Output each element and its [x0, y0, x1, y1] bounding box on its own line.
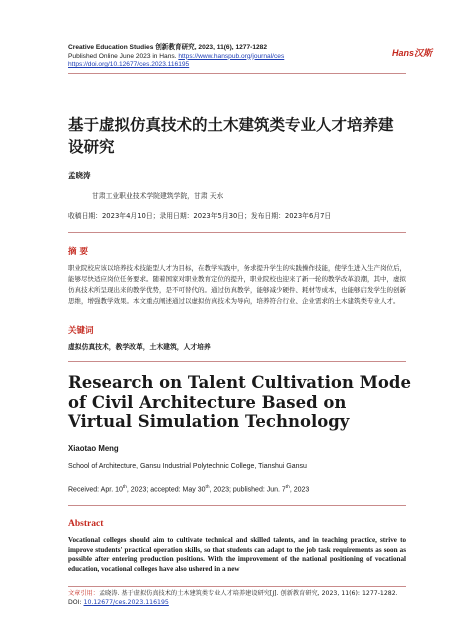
citation-label: 文章引用：	[68, 590, 99, 597]
journal-citation-line: Creative Education Studies 创新教育研究, 2023, 11(6), 1277-1282	[68, 44, 267, 51]
abstract-top-divider	[68, 232, 406, 233]
accepted-date: , 2023; accepted: May 30	[126, 486, 206, 494]
chinese-abstract-heading: 摘 要	[68, 247, 88, 257]
english-dates	[68, 485, 309, 493]
doi-line	[68, 61, 408, 70]
journal-header	[68, 44, 408, 70]
chinese-affiliation: 甘肃工业职业技术学院建筑学院，甘肃 天水	[92, 192, 224, 200]
citation-text: 孟晓涛. 基于虚拟仿真技术的土木建筑类专业人才培养建设研究[J]. 创新教育研究, 2023, 11(6): 1277-1282.	[98, 590, 398, 597]
citation-line	[68, 590, 408, 599]
accepted-ordinal: th	[205, 485, 210, 490]
header-divider	[68, 73, 406, 74]
received-date: Received: Apr. 10	[68, 486, 123, 494]
english-author: Xiaotao Meng	[68, 444, 119, 453]
doi-url-link[interactable]: https://doi.org/10.12677/ces.2023.116195	[68, 61, 190, 69]
citation-doi-prefix: DOI:	[68, 598, 84, 606]
chinese-keywords: 虚拟仿真技术，教学改革，土木建筑，人才培养	[68, 343, 211, 351]
chinese-dates: 收稿日期：2023年4月10日；录用日期：2023年5月30日；发布日期：2023年6月7日	[68, 212, 332, 220]
journal-url-link[interactable]: https://www.hanspub.org/journal/ces	[178, 52, 285, 60]
english-abstract: Vocational colleges should aim to cultivate technical and skilled talents, and in teaching practice, strive to improve students' practical operation skills, so that students can adapt to the job task requirements as soon as possible after entering production positions. With the improvement of the national positioning of vocational education, vocational colleges have also ushered in a new	[68, 536, 406, 574]
english-abstract-heading: Abstract	[68, 519, 104, 529]
chinese-keywords-heading: 关键词	[68, 326, 94, 336]
citation-footer	[68, 590, 408, 607]
citation-divider	[68, 586, 406, 587]
english-affiliation: School of Architecture, Gansu Industrial Polytechnic College, Tianshui Gansu	[68, 463, 307, 470]
published-ordinal: th	[285, 485, 290, 490]
english-title: Research on Talent Cultivation Mode of Civil Architecture Based on Virtual Simulation Technology	[68, 373, 411, 431]
published-date: , 2023; published: Jun. 7	[209, 486, 286, 494]
citation-doi-line	[68, 599, 408, 608]
chinese-abstract: 职业院校应该以培养技术技能型人才为目标，在教学实践中，务求提升学生的实践操作技能，使学生进入生产岗位后，能够尽快适应岗位任务要求。随着国家对职业教育定位的提升，职业院校也迎来了新一轮的教学改革浪潮，其中，虚拟仿真技术所呈现出来的教学优势，是不可替代的。通过仿真教学，能够减少硬件、耗材等成本，也能够启发学生的创新思维，增强教学效果。本文重点阐述通过以虚拟仿真技术为导向，培养符合行业、企业需求的土木建筑类专业人才。	[68, 264, 406, 306]
published-line	[68, 53, 408, 62]
received-ordinal: th	[122, 485, 127, 490]
english-abstract-divider	[68, 505, 406, 506]
published-year: , 2023	[289, 486, 310, 494]
hans-logo: Hans汉斯	[392, 48, 433, 58]
citation-doi-link[interactable]: 10.12677/ces.2023.116195	[83, 598, 169, 606]
chinese-author: 孟晓涛	[68, 171, 91, 180]
published-prefix: Published Online June 2023 in Hans.	[68, 52, 179, 60]
keywords-bottom-divider	[68, 361, 406, 362]
chinese-title: 基于虚拟仿真技术的土木建筑类专业人才培养建设研究	[68, 116, 394, 156]
